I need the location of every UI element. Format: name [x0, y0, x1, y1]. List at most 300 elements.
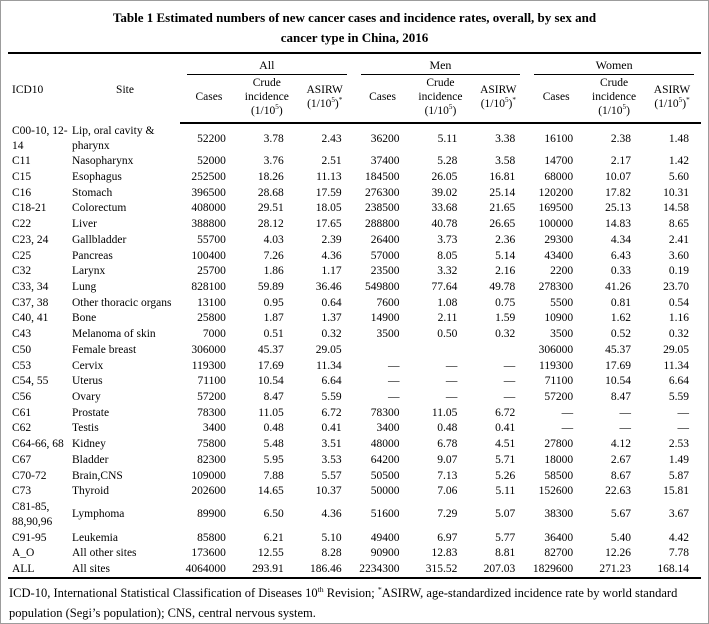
- cell-value: 4.34: [610, 233, 631, 246]
- cell-value: 4.42: [668, 531, 689, 544]
- cell-value: 12.83: [431, 547, 458, 560]
- cell-value: 7.13: [437, 469, 458, 482]
- cell-value: 41.26: [605, 281, 631, 294]
- cell-value: 64200: [370, 453, 400, 466]
- cell-value: 828100: [191, 281, 226, 294]
- cell-value: 5.40: [610, 531, 631, 544]
- table-row: [8, 390, 701, 406]
- cell-value: 5.71: [495, 453, 516, 466]
- cell-value: 0.54: [668, 296, 689, 309]
- footnote: [8, 579, 701, 624]
- cell-value: 43400: [544, 249, 574, 262]
- cell-site: Other thoracic organs: [72, 296, 172, 309]
- cell-value: 1.62: [610, 312, 631, 325]
- cell-value: 152600: [538, 485, 574, 498]
- cell-value: 1.08: [437, 296, 458, 309]
- cell-value: 75800: [197, 438, 226, 451]
- cell-site: Colorectum: [72, 202, 127, 215]
- cell-value: 6.72: [321, 406, 342, 419]
- cell-value: 5.57: [321, 469, 342, 482]
- cell-value: 3.58: [495, 155, 516, 168]
- cell-value: 2200: [550, 265, 574, 278]
- cell-value: 120200: [538, 186, 574, 199]
- cell-icd10: C64-66, 68: [12, 438, 64, 451]
- cell-value: 14.58: [663, 202, 689, 215]
- cell-value: 5.11: [437, 132, 458, 145]
- cell-value: 58500: [544, 469, 574, 482]
- cell-value: 71100: [197, 375, 226, 388]
- cell-value: [354, 342, 412, 358]
- cancer-incidence-table: [8, 52, 701, 579]
- col-header-crude-all: [238, 75, 296, 123]
- cell-value: 89900: [197, 508, 226, 521]
- cell-value: —: [388, 375, 400, 388]
- cell-value: —: [503, 391, 516, 404]
- cell-value: 9.07: [437, 453, 458, 466]
- cell-value: 0.32: [321, 328, 342, 341]
- cell-value: 278300: [538, 281, 574, 294]
- cell-value: 3400: [202, 422, 226, 435]
- cell-value: [412, 342, 470, 358]
- cell-icd10: C43: [12, 328, 32, 341]
- table-row: [8, 169, 701, 185]
- cell-value: 10.31: [663, 186, 689, 199]
- asirw-unit: $(1/10^5)^*$: [307, 96, 343, 111]
- cell-value: 8.28: [321, 547, 342, 560]
- cell-value: 0.50: [437, 328, 458, 341]
- cell-value: 36200: [370, 132, 400, 145]
- cell-icd10: C73: [12, 485, 32, 498]
- cell-value: 5.26: [495, 469, 516, 482]
- cell-value: 52200: [197, 132, 226, 145]
- cell-value: 7.06: [437, 485, 458, 498]
- table-row: [8, 264, 701, 280]
- footnote-text-3: ASIRW, age-standardized incidence rate by world standard population (Segi’s population); CNS, central nervous system.: [9, 586, 678, 621]
- cell-value: 0.51: [263, 328, 284, 341]
- cell-site: Melanoma of skin: [72, 328, 156, 341]
- table-row: [8, 342, 701, 358]
- cell-value: 0.81: [610, 296, 631, 309]
- cell-value: —: [619, 422, 631, 435]
- cell-value: 5.95: [263, 453, 284, 466]
- cell-value: 25.13: [605, 202, 631, 215]
- cell-value: 2.43: [321, 132, 342, 145]
- cell-value: 23.70: [663, 281, 689, 294]
- table-row: [8, 280, 701, 296]
- cell-value: 85800: [197, 531, 226, 544]
- cell-value: 29.05: [315, 343, 342, 356]
- cell-value: 1.87: [263, 312, 284, 325]
- cell-value: 2.16: [495, 265, 516, 278]
- cell-value: 57000: [370, 249, 400, 262]
- cell-value: 21.65: [489, 202, 516, 215]
- cell-value: 18.05: [315, 202, 342, 215]
- footnote-text-1: ICD-10, International Statistical Classification of Diseases 10: [9, 586, 318, 601]
- cell-value: 3500: [376, 328, 400, 341]
- table-row: [8, 484, 701, 500]
- group-label-men: Men: [361, 57, 521, 75]
- cell-value: 14900: [370, 312, 400, 325]
- cell-value: 2.17: [610, 155, 631, 168]
- cell-value: 12.26: [605, 547, 631, 560]
- cell-value: 306000: [191, 343, 226, 356]
- cell-value: 16100: [544, 132, 574, 145]
- table-title-line1: Table 1 Estimated numbers of new cancer cases and incidence rates, overall, by sex and: [112, 10, 597, 25]
- col-header-site: Site: [116, 83, 134, 96]
- cell-value: 2.53: [668, 438, 689, 451]
- asirw-unit: $(1/10^5)^*$: [480, 96, 516, 111]
- table-title: [8, 1, 701, 52]
- table-row: [8, 358, 701, 374]
- cell-value: 17.59: [315, 186, 342, 199]
- crude-unit: $(1/10^5)$: [598, 103, 630, 118]
- cell-value: 184500: [365, 170, 400, 183]
- cell-value: 7.88: [263, 469, 284, 482]
- cell-value: 3400: [376, 422, 400, 435]
- cell-value: 1.49: [668, 453, 689, 466]
- cell-value: 26400: [370, 233, 400, 246]
- cell-value: —: [445, 359, 458, 372]
- cell-site: Thyroid: [72, 485, 110, 498]
- cell-icd10: C70-72: [12, 469, 47, 482]
- cell-site: Gallbladder: [72, 233, 127, 246]
- cell-value: 169500: [538, 202, 574, 215]
- cell-icd10: ALL: [8, 561, 70, 578]
- cell-value: 11.13: [316, 170, 342, 183]
- cell-icd10: C91-95: [12, 531, 47, 544]
- cell-value: 3.73: [437, 233, 458, 246]
- table-header: [8, 53, 701, 123]
- cell-icd10: C81-85, 88,90,96: [12, 501, 53, 528]
- cell-value: 1.42: [668, 155, 689, 168]
- cell-value: 5.11: [495, 485, 516, 498]
- cell-site: Cervix: [72, 359, 104, 372]
- cell-value: 288800: [365, 218, 400, 231]
- cell-value: 17.69: [605, 359, 631, 372]
- cell-value: 71100: [544, 375, 574, 388]
- table-body: [8, 123, 701, 578]
- cell-value: —: [388, 359, 400, 372]
- cell-value: 51600: [370, 508, 400, 521]
- cell-icd10: C00-10, 12-14: [12, 124, 68, 152]
- cell-value: 25700: [197, 265, 226, 278]
- cell-value: 238500: [365, 202, 400, 215]
- cell-value: 55700: [197, 233, 226, 246]
- cell-value: 11.05: [258, 406, 284, 419]
- cell-value: 10900: [544, 312, 574, 325]
- cell-value: 22.63: [605, 485, 631, 498]
- col-header-crude-women: [585, 75, 643, 123]
- table-row: [8, 217, 701, 233]
- col-header-icd10: ICD10: [12, 83, 44, 96]
- cell-value: 276300: [365, 186, 400, 199]
- cell-icd10: C32: [12, 265, 32, 278]
- group-header-women: [527, 53, 701, 75]
- table-row: [8, 232, 701, 248]
- cell-value: 549800: [365, 281, 400, 294]
- crude-label: Crude: [600, 77, 629, 90]
- cell-value: 16.81: [489, 170, 516, 183]
- cell-value: 6.64: [321, 375, 342, 388]
- table-row: [8, 500, 701, 530]
- cell-value: 90900: [370, 547, 400, 560]
- cell-value: 1.17: [321, 265, 342, 278]
- cell-value: 82300: [197, 453, 226, 466]
- cell-value: 186.46: [296, 561, 354, 578]
- table-row: [8, 154, 701, 170]
- cell-value: 12.55: [257, 547, 284, 560]
- cell-value: 36.46: [315, 281, 342, 294]
- cell-value: 26.65: [489, 218, 516, 231]
- cell-value: 10.37: [315, 485, 342, 498]
- group-label-all: All: [187, 57, 347, 75]
- cell-value: 3500: [550, 328, 574, 341]
- cell-value: 3.67: [668, 508, 689, 521]
- cell-value: 14.65: [257, 485, 284, 498]
- cell-value: 202600: [191, 485, 226, 498]
- cell-value: 315.52: [412, 561, 470, 578]
- group-header-all: [180, 53, 354, 75]
- footnote-text-2: Revision;: [323, 586, 378, 601]
- cell-value: 6.78: [437, 438, 458, 451]
- cell-icd10: C15: [12, 170, 32, 183]
- cell-value: 8.65: [668, 218, 689, 231]
- cell-site: Lung: [72, 281, 97, 294]
- cell-site: Lip, oral cavity & pharynx: [72, 124, 155, 152]
- crude-label: Crude: [252, 77, 281, 90]
- asirw-label: ASIRW: [306, 84, 343, 97]
- col-header-cases-all: Cases: [180, 75, 238, 123]
- cell-value: —: [445, 375, 458, 388]
- cell-value: 25800: [197, 312, 226, 325]
- cell-value: 68000: [544, 170, 574, 183]
- cell-value: 2.38: [610, 132, 631, 145]
- cell-value: 5.60: [668, 170, 689, 183]
- cell-value: 28.12: [257, 218, 284, 231]
- cell-site: Ovary: [72, 391, 101, 404]
- cell-value: 2.36: [495, 233, 516, 246]
- cell-value: 2.11: [437, 312, 458, 325]
- cell-value: 11.34: [316, 359, 342, 372]
- cell-value: 168.14: [643, 561, 701, 578]
- table-row: [8, 295, 701, 311]
- cell-site: Prostate: [72, 406, 110, 419]
- cell-value: 0.64: [321, 296, 342, 309]
- cell-value: 2.41: [668, 233, 689, 246]
- cell-value: 29.51: [257, 202, 284, 215]
- table-row: [8, 561, 701, 578]
- cell-value: 6.64: [668, 375, 689, 388]
- cell-icd10: C54, 55: [12, 375, 49, 388]
- cell-value: 8.47: [263, 391, 284, 404]
- cell-value: 23500: [370, 265, 400, 278]
- table-row: [8, 248, 701, 264]
- cell-icd10: C16: [12, 186, 32, 199]
- cell-value: 77.64: [431, 281, 458, 294]
- cell-value: —: [561, 422, 574, 435]
- cell-value: 5.67: [610, 508, 631, 521]
- cell-value: 50000: [370, 485, 400, 498]
- cell-value: 3.38: [495, 132, 516, 145]
- cell-value: 49400: [370, 531, 400, 544]
- cell-site: All other sites: [72, 547, 137, 560]
- cell-value: 5500: [550, 296, 574, 309]
- cell-value: 3.51: [321, 438, 342, 451]
- cell-value: 10.07: [605, 170, 631, 183]
- cell-value: 207.03: [469, 561, 527, 578]
- cell-value: 0.48: [263, 422, 284, 435]
- table-row: [8, 437, 701, 453]
- cell-value: 82700: [544, 547, 574, 560]
- cell-value: 293.91: [238, 561, 296, 578]
- cell-value: 14.83: [605, 218, 631, 231]
- cell-icd10: C25: [12, 249, 32, 262]
- cell-value: —: [561, 406, 574, 419]
- cell-value: 0.41: [321, 422, 342, 435]
- cell-value: 52000: [197, 155, 226, 168]
- cell-value: 8.05: [437, 249, 458, 262]
- cell-value: 36400: [544, 531, 574, 544]
- group-header-row: [8, 53, 701, 75]
- cell-value: 1.16: [668, 312, 689, 325]
- cell-value: 17.65: [315, 218, 342, 231]
- table-row: [8, 201, 701, 217]
- cell-icd10: C67: [12, 453, 32, 466]
- cell-site: Lymphoma: [72, 508, 125, 521]
- crude-label2: incidence: [592, 91, 637, 104]
- cell-value: 7.78: [668, 547, 689, 560]
- cell-value: 11.34: [663, 359, 689, 372]
- cell-value: 2.67: [610, 453, 631, 466]
- cell-value: 0.41: [495, 422, 516, 435]
- cell-value: 27800: [544, 438, 574, 451]
- group-label-women: Women: [534, 57, 694, 75]
- cell-value: 7.29: [437, 508, 458, 521]
- cell-value: 109000: [191, 469, 226, 482]
- cell-value: 45.37: [257, 343, 284, 356]
- cell-value: 0.75: [495, 296, 516, 309]
- cell-value: 29.05: [663, 343, 689, 356]
- cell-site: Bone: [72, 312, 97, 325]
- cell-value: 6.43: [610, 249, 631, 262]
- cell-value: 3.76: [263, 155, 284, 168]
- cell-site: Testis: [72, 422, 99, 435]
- cell-value: 78300: [197, 406, 226, 419]
- cell-value: 0.32: [668, 328, 689, 341]
- cell-icd10: C33, 34: [12, 281, 49, 294]
- cell-value: 0.19: [668, 265, 689, 278]
- cell-value: —: [619, 406, 631, 419]
- cell-value: —: [503, 359, 516, 372]
- cell-value: 5.07: [495, 508, 516, 521]
- cell-value: 29300: [544, 233, 574, 246]
- cell-value: 1.37: [321, 312, 342, 325]
- table-row: [8, 327, 701, 343]
- cell-value: 1.48: [668, 132, 689, 145]
- cell-value: 3.32: [437, 265, 458, 278]
- cell-value: 119300: [191, 359, 226, 372]
- cell-value: 3.78: [263, 132, 284, 145]
- col-header-asirw-men: [469, 75, 527, 123]
- cell-value: 0.33: [610, 265, 631, 278]
- crude-label: Crude: [426, 77, 455, 90]
- asirw-unit: $(1/10^5)^*$: [654, 96, 690, 111]
- cell-value: 4.51: [495, 438, 516, 451]
- cell-value: 4.36: [321, 508, 342, 521]
- cell-site: All sites: [70, 561, 180, 578]
- cell-value: 1829600: [527, 561, 585, 578]
- cell-value: 2.51: [321, 155, 342, 168]
- cell-value: 18.26: [257, 170, 284, 183]
- cell-value: 15.81: [663, 485, 689, 498]
- cell-value: 100000: [538, 218, 574, 231]
- cell-value: 396500: [191, 186, 226, 199]
- table-row: [8, 452, 701, 468]
- cell-value: 25.14: [489, 186, 516, 199]
- cell-value: 252500: [191, 170, 226, 183]
- cell-value: 0.32: [495, 328, 516, 341]
- cell-icd10: C11: [12, 155, 31, 168]
- crude-unit: $(1/10^5)$: [250, 103, 283, 118]
- cell-value: 5.14: [495, 249, 516, 262]
- table-row: [8, 374, 701, 390]
- cell-value: 6.97: [437, 531, 458, 544]
- cell-value: 306000: [538, 343, 574, 356]
- cell-value: 0.52: [610, 328, 631, 341]
- cell-icd10: C40, 41: [12, 312, 49, 325]
- cell-value: 26.05: [431, 170, 458, 183]
- cell-value: 37400: [370, 155, 400, 168]
- cell-icd10: A_O: [12, 547, 35, 560]
- cell-value: 45.37: [605, 343, 631, 356]
- cell-site: Bladder: [72, 453, 109, 466]
- table-row: [8, 185, 701, 201]
- cell-site: Liver: [72, 218, 97, 231]
- cell-value: 4.03: [263, 233, 284, 246]
- cell-value: 3.53: [321, 453, 342, 466]
- table-row: [8, 546, 701, 562]
- cell-value: 119300: [539, 359, 574, 372]
- cell-value: —: [445, 391, 458, 404]
- cell-value: —: [677, 406, 689, 419]
- table-row: [8, 468, 701, 484]
- cell-site: Nasopharynx: [72, 155, 134, 168]
- cell-value: 38300: [544, 508, 574, 521]
- table-row: [8, 405, 701, 421]
- cell-value: 4.12: [610, 438, 631, 451]
- col-header-cases-men: Cases: [354, 75, 412, 123]
- cell-value: 408000: [191, 202, 226, 215]
- cell-site: Uterus: [72, 375, 103, 388]
- crude-unit: $(1/10^5)$: [424, 103, 457, 118]
- cell-value: 49.78: [489, 281, 516, 294]
- col-header-crude-men: [412, 75, 470, 123]
- cell-value: 10.54: [257, 375, 284, 388]
- cell-value: 57200: [197, 391, 226, 404]
- cell-value: 5.87: [668, 469, 689, 482]
- cell-site: Female breast: [72, 343, 137, 356]
- table-title-line2: cancer type in China, 2016: [280, 30, 429, 46]
- cell-value: 8.67: [610, 469, 631, 482]
- cell-value: 2.39: [321, 233, 342, 246]
- cell-value: 17.69: [257, 359, 284, 372]
- cell-value: 6.50: [263, 508, 284, 521]
- cell-value: 11.05: [431, 406, 458, 419]
- cell-value: 0.95: [263, 296, 284, 309]
- cell-value: 28.68: [257, 186, 284, 199]
- cell-value: 1.59: [495, 312, 516, 325]
- cell-value: 13100: [197, 296, 226, 309]
